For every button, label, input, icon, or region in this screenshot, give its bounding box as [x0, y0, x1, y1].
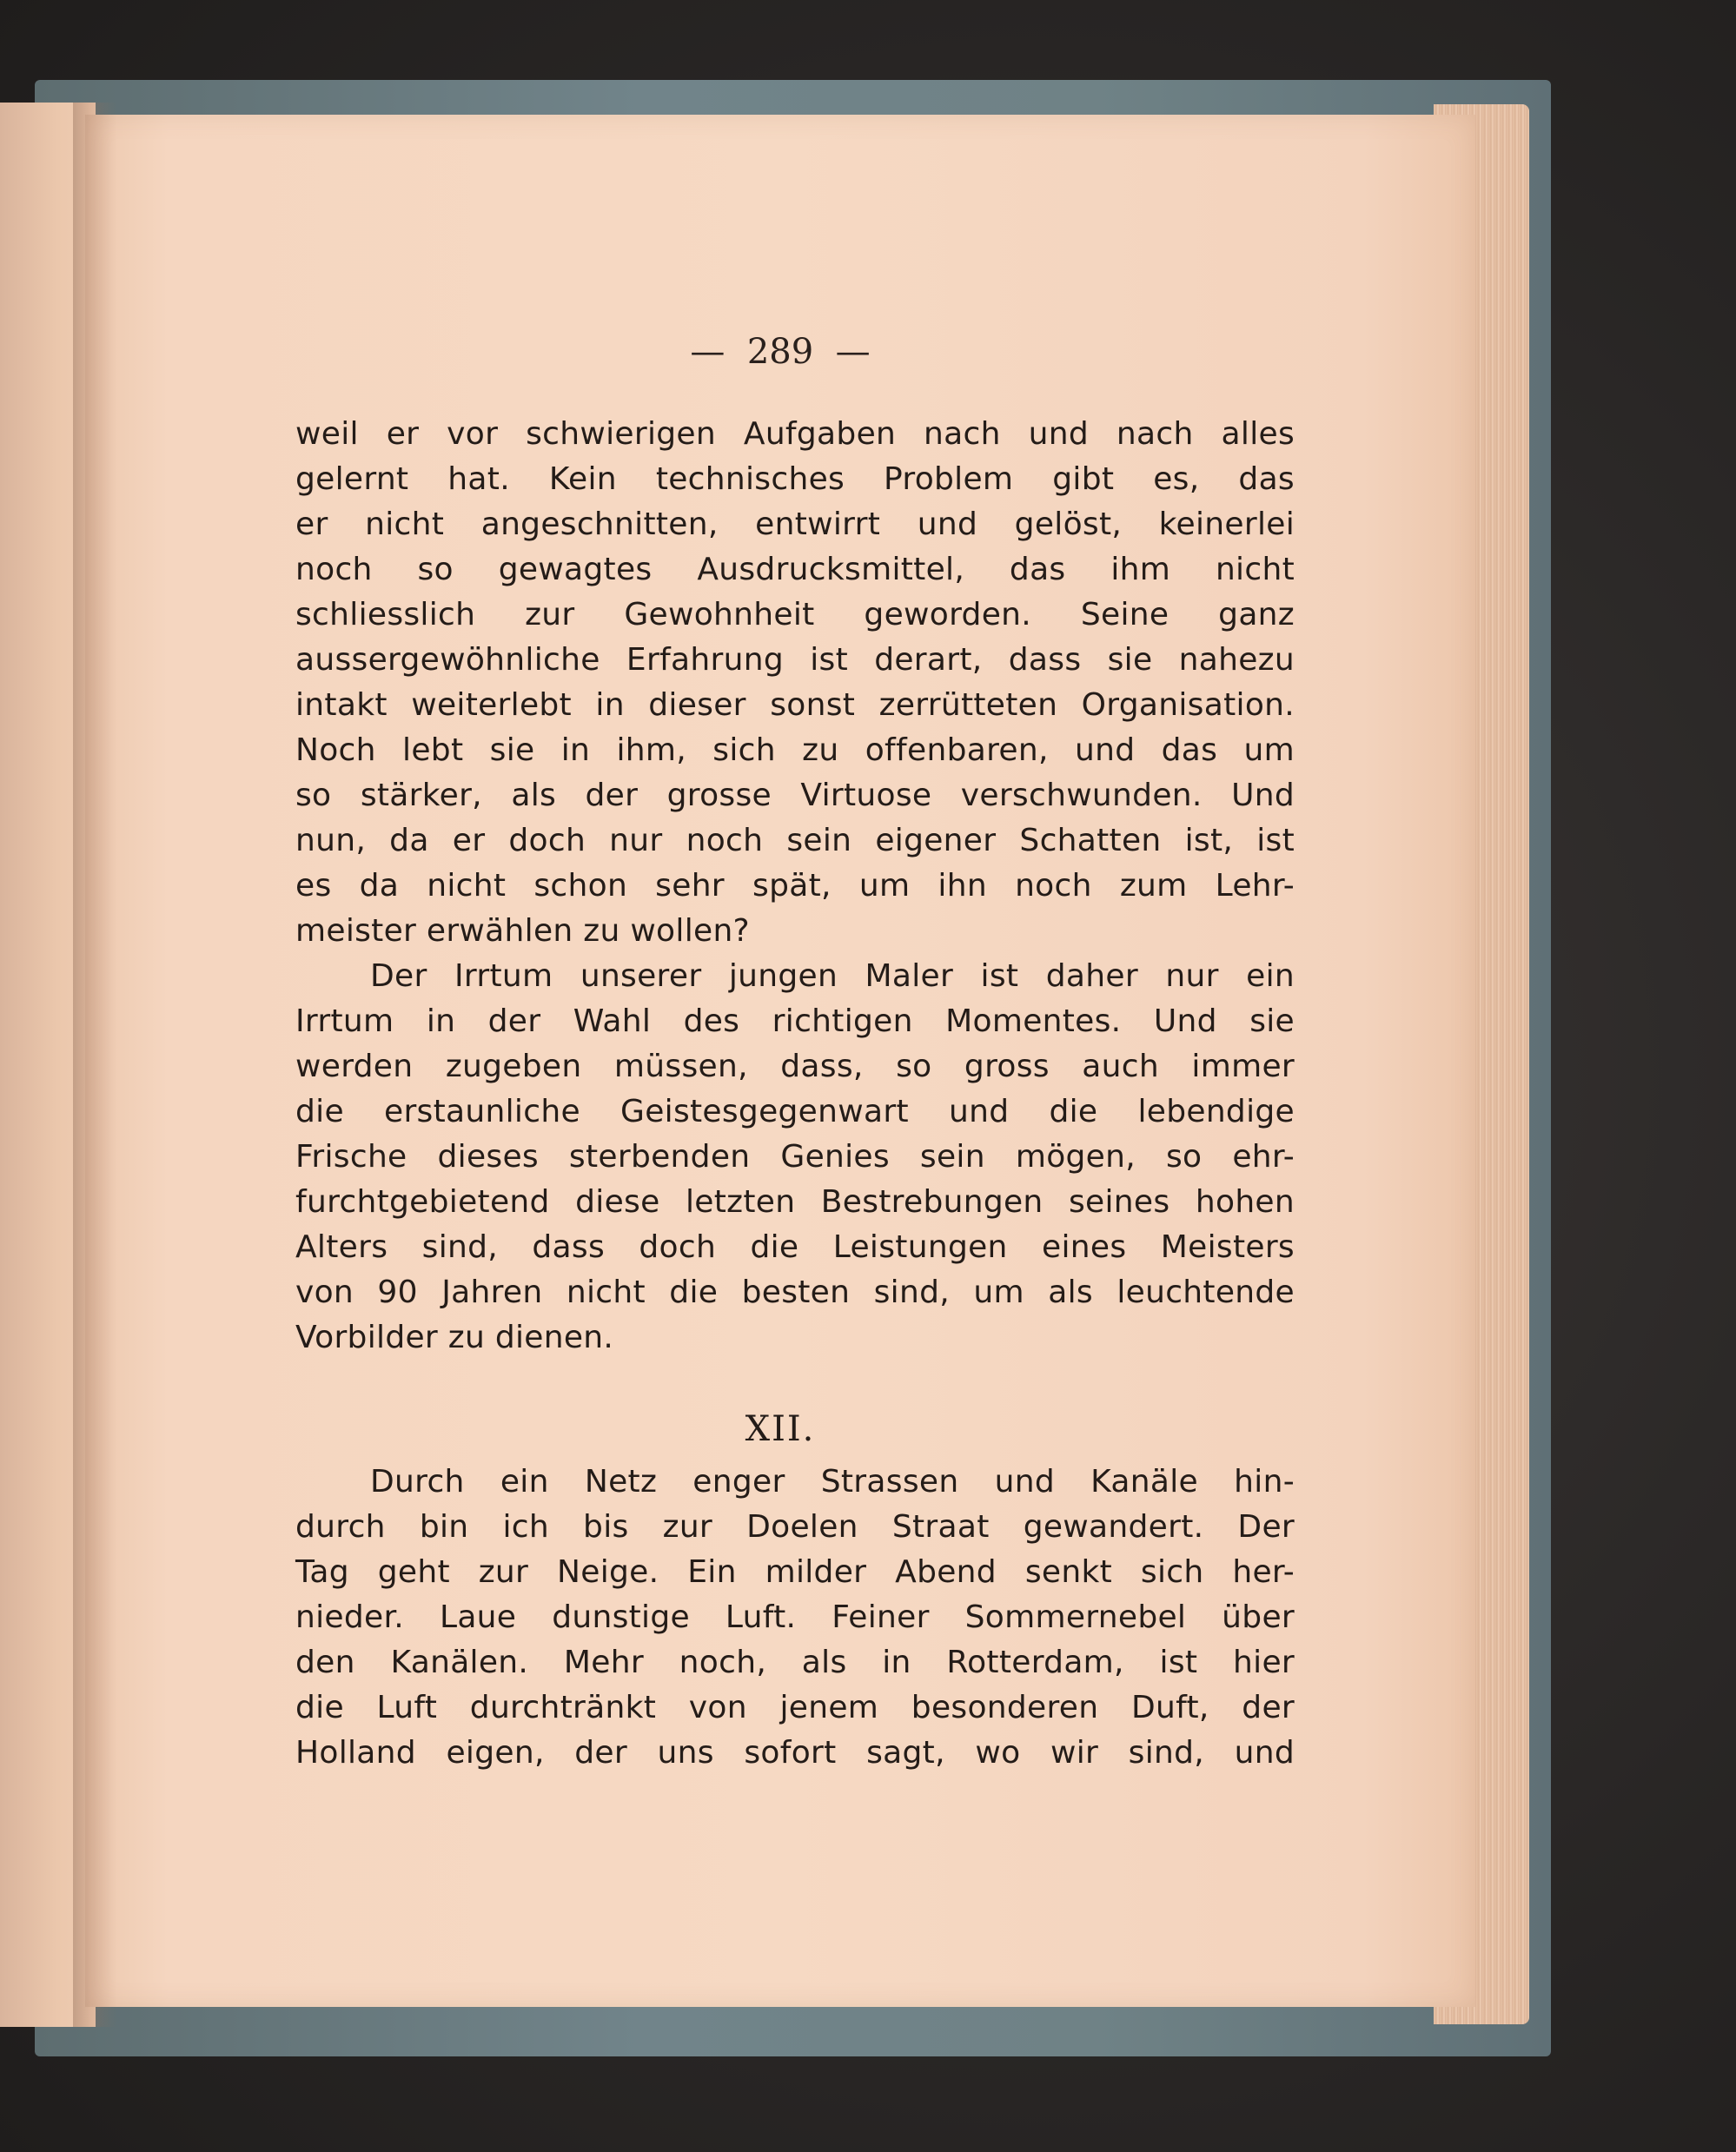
text-line: meister erwählen zu wollen? [295, 913, 750, 949]
text-line: durch bin ich bis zur Doelen Straat gewandert. Der [295, 1509, 1295, 1545]
text-line: noch so gewagtes Ausdrucksmittel, das ihm nicht [295, 552, 1295, 587]
text-line: furchtgebietend diese letzten Bestrebungen seines hohen [295, 1184, 1295, 1220]
text-line: Noch lebt sie in ihm, sich zu offenbaren, und das um [295, 732, 1295, 768]
text-line: die erstaunliche Geistesgegenwart und die lebendige [295, 1094, 1295, 1129]
text-line: von 90 Jahren nicht die besten sind, um als leuchtende [295, 1275, 1295, 1310]
text-line: Durch ein Netz enger Strassen und Kanäle hin- [370, 1464, 1295, 1500]
section-heading: XII. [745, 1409, 816, 1449]
text-line: weil er vor schwierigen Aufgaben nach und nach alles [295, 416, 1295, 452]
text-line: Irrtum in der Wahl des richtigen Momentes. Und sie [295, 1003, 1295, 1039]
text-line: schliesslich zur Gewohnheit geworden. Seine ganz [295, 597, 1295, 632]
gutter-shadow [73, 103, 116, 2027]
text-line: Holland eigen, der uns sofort sagt, wo wir sind, und [295, 1735, 1295, 1771]
text-line: Tag geht zur Neige. Ein milder Abend senkt sich her- [295, 1554, 1295, 1590]
text-line: Der Irrtum unserer jungen Maler ist daher nur ein [370, 958, 1295, 994]
text-line: nieder. Laue dunstige Luft. Feiner Sommernebel über [295, 1599, 1295, 1635]
text-line: Frische dieses sterbenden Genies sein mögen, so ehr- [295, 1139, 1295, 1175]
text-line: aussergewöhnliche Erfahrung ist derart, dass sie nahezu [295, 642, 1295, 678]
text-line: werden zugeben müssen, dass, so gross auch immer [295, 1049, 1295, 1084]
text-line: die Luft durchtränkt von jenem besonderen Duft, der [295, 1690, 1295, 1725]
text-line: so stärker, als der grosse Virtuose verschwunden. Und [295, 778, 1295, 813]
text-line: er nicht angeschnitten, entwirrt und gelöst, keinerlei [295, 507, 1295, 542]
text-line: gelernt hat. Kein technisches Problem gibt es, das [295, 461, 1295, 497]
text-line: den Kanälen. Mehr noch, als in Rotterdam, ist hier [295, 1645, 1295, 1680]
page-number-header: — 289 — [690, 332, 871, 372]
text-line: Alters sind, dass doch die Leistungen eines Meisters [295, 1229, 1295, 1265]
text-line: intakt weiterlebt in dieser sonst zerrütteten Organisation. [295, 687, 1295, 723]
text-line: es da nicht schon sehr spät, um ihn noch zum Lehr- [295, 868, 1295, 904]
text-line: Vorbilder zu dienen. [295, 1320, 614, 1355]
text-line: nun, da er doch nur noch sein eigener Schatten ist, ist [295, 823, 1295, 858]
book-page [85, 115, 1475, 2007]
